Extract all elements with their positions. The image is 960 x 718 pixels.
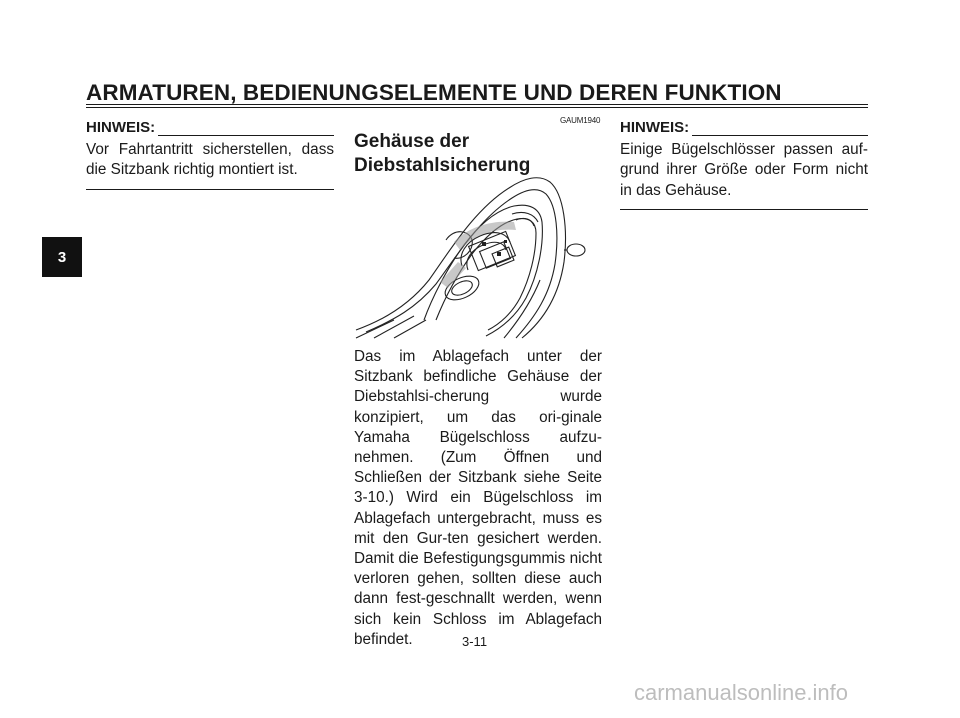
left-note [86,120,334,190]
left-note-heading: HINWEIS: [86,118,156,136]
right-note-text: Einige Bügelschlösser passen auf-grund ihrer Größe oder Form nicht in das Gehäuse. [620,141,868,199]
watermark: carmanualsonline.info [634,680,849,705]
section-body: Das im Ablagefach unter der Sitzbank befindliche Gehäuse der Diebstahlsi-cherung wurde konzipiert, um das ori-ginale Yamaha Bügelschloss aufzu-nehmen. (Zum Öffnen und Schließen der Sitzbank siehe Seite 3-10.) Wird ein Bügelschloss im Ablagefach untergebracht, muss es mit den Gur-ten gesichert werden. Damit die Befestigungsgummis nicht verloren gehen, sollten diese auch dann fest-geschnallt werden, wenn sich kein Schloss im Ablagefach befindet. [354,348,602,648]
page-number: 3-11 [462,634,488,649]
section-code: GAUM1940 [560,116,601,125]
seat-storage-illustration [354,170,604,340]
header-rule-secondary [86,107,868,108]
note-heading-rule [158,135,334,136]
section-title-line-2: Diebstahlsicherung [354,154,531,176]
left-note-heading-row [86,120,334,138]
chapter-tab: 3 [42,237,82,277]
note-end-rule [86,189,334,190]
right-note [620,120,868,210]
note-end-rule [620,209,868,210]
note-heading-rule [692,135,868,136]
section-title-line-1: Gehäuse der [354,131,470,152]
right-note-heading-row [620,120,868,138]
header-rule [86,104,868,105]
left-note-text: Vor Fahrtantritt sicherstellen, dass die Sitzbank richtig montiert ist. [86,141,334,179]
page-header-title: ARMATUREN, BEDIENUNGSELEMENTE UND DEREN FUNKTION [86,80,782,105]
seat-storage-compartment-illustration-icon [354,170,604,340]
right-note-heading: HINWEIS: [620,118,690,136]
